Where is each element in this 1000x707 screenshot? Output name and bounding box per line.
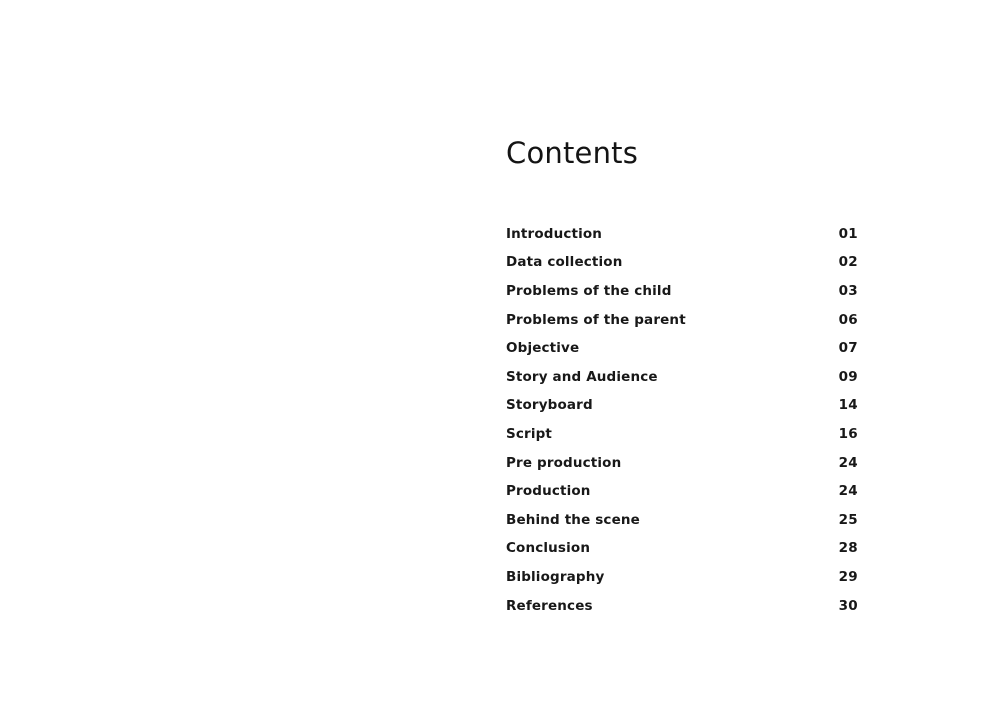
toc-entry-label: References: [506, 597, 593, 614]
toc-entry-label: Behind the scene: [506, 511, 640, 528]
toc-entry-page: 29: [838, 569, 858, 586]
toc-entry-label: Introduction: [506, 225, 603, 242]
toc-entry[interactable]: [506, 369, 858, 398]
toc-entry-page: 30: [838, 597, 858, 614]
toc-entry-page: 24: [838, 483, 858, 500]
toc-entry-page: 28: [838, 540, 858, 557]
toc-entry-label: Conclusion: [506, 540, 591, 557]
toc-entry[interactable]: [506, 569, 858, 598]
toc-entry-page: 06: [838, 311, 858, 328]
toc-entry-label: Objective: [506, 340, 580, 357]
page-title: Contents: [506, 136, 639, 170]
toc-entry-page: 14: [838, 397, 858, 414]
toc-entry-page: 09: [838, 368, 858, 385]
toc-entry-page: 25: [838, 511, 858, 528]
toc-entry-page: 01: [838, 225, 858, 242]
table-of-contents: [506, 138, 858, 626]
toc-entry-label: Problems of the child: [506, 283, 672, 300]
toc-entry[interactable]: [506, 512, 858, 541]
toc-entry-label: Production: [506, 483, 591, 500]
toc-entry-page: 02: [838, 254, 858, 271]
toc-entry[interactable]: [506, 397, 858, 426]
toc-entry-label: Storyboard: [506, 397, 593, 414]
toc-entry-label: Story and Audience: [506, 368, 658, 385]
toc-entry[interactable]: [506, 226, 858, 255]
toc-entry-page: 03: [838, 283, 858, 300]
toc-entry-page: 07: [838, 340, 858, 357]
toc-entry[interactable]: [506, 340, 858, 369]
toc-entry-label: Problems of the parent: [506, 311, 686, 328]
toc-entry[interactable]: [506, 483, 858, 512]
toc-entry-label: Script: [506, 426, 553, 443]
toc-entry[interactable]: [506, 540, 858, 569]
toc-entry[interactable]: [506, 455, 858, 484]
toc-entry-list: [506, 226, 858, 626]
toc-entry-page: 16: [838, 426, 858, 443]
toc-entry-page: 24: [838, 454, 858, 471]
toc-entry-label: Bibliography: [506, 569, 605, 586]
toc-entry[interactable]: [506, 254, 858, 283]
toc-entry[interactable]: [506, 426, 858, 455]
toc-entry-label: Pre production: [506, 454, 622, 471]
toc-entry[interactable]: [506, 283, 858, 312]
toc-entry[interactable]: [506, 312, 858, 341]
toc-entry-label: Data collection: [506, 254, 623, 271]
toc-entry[interactable]: [506, 598, 858, 627]
